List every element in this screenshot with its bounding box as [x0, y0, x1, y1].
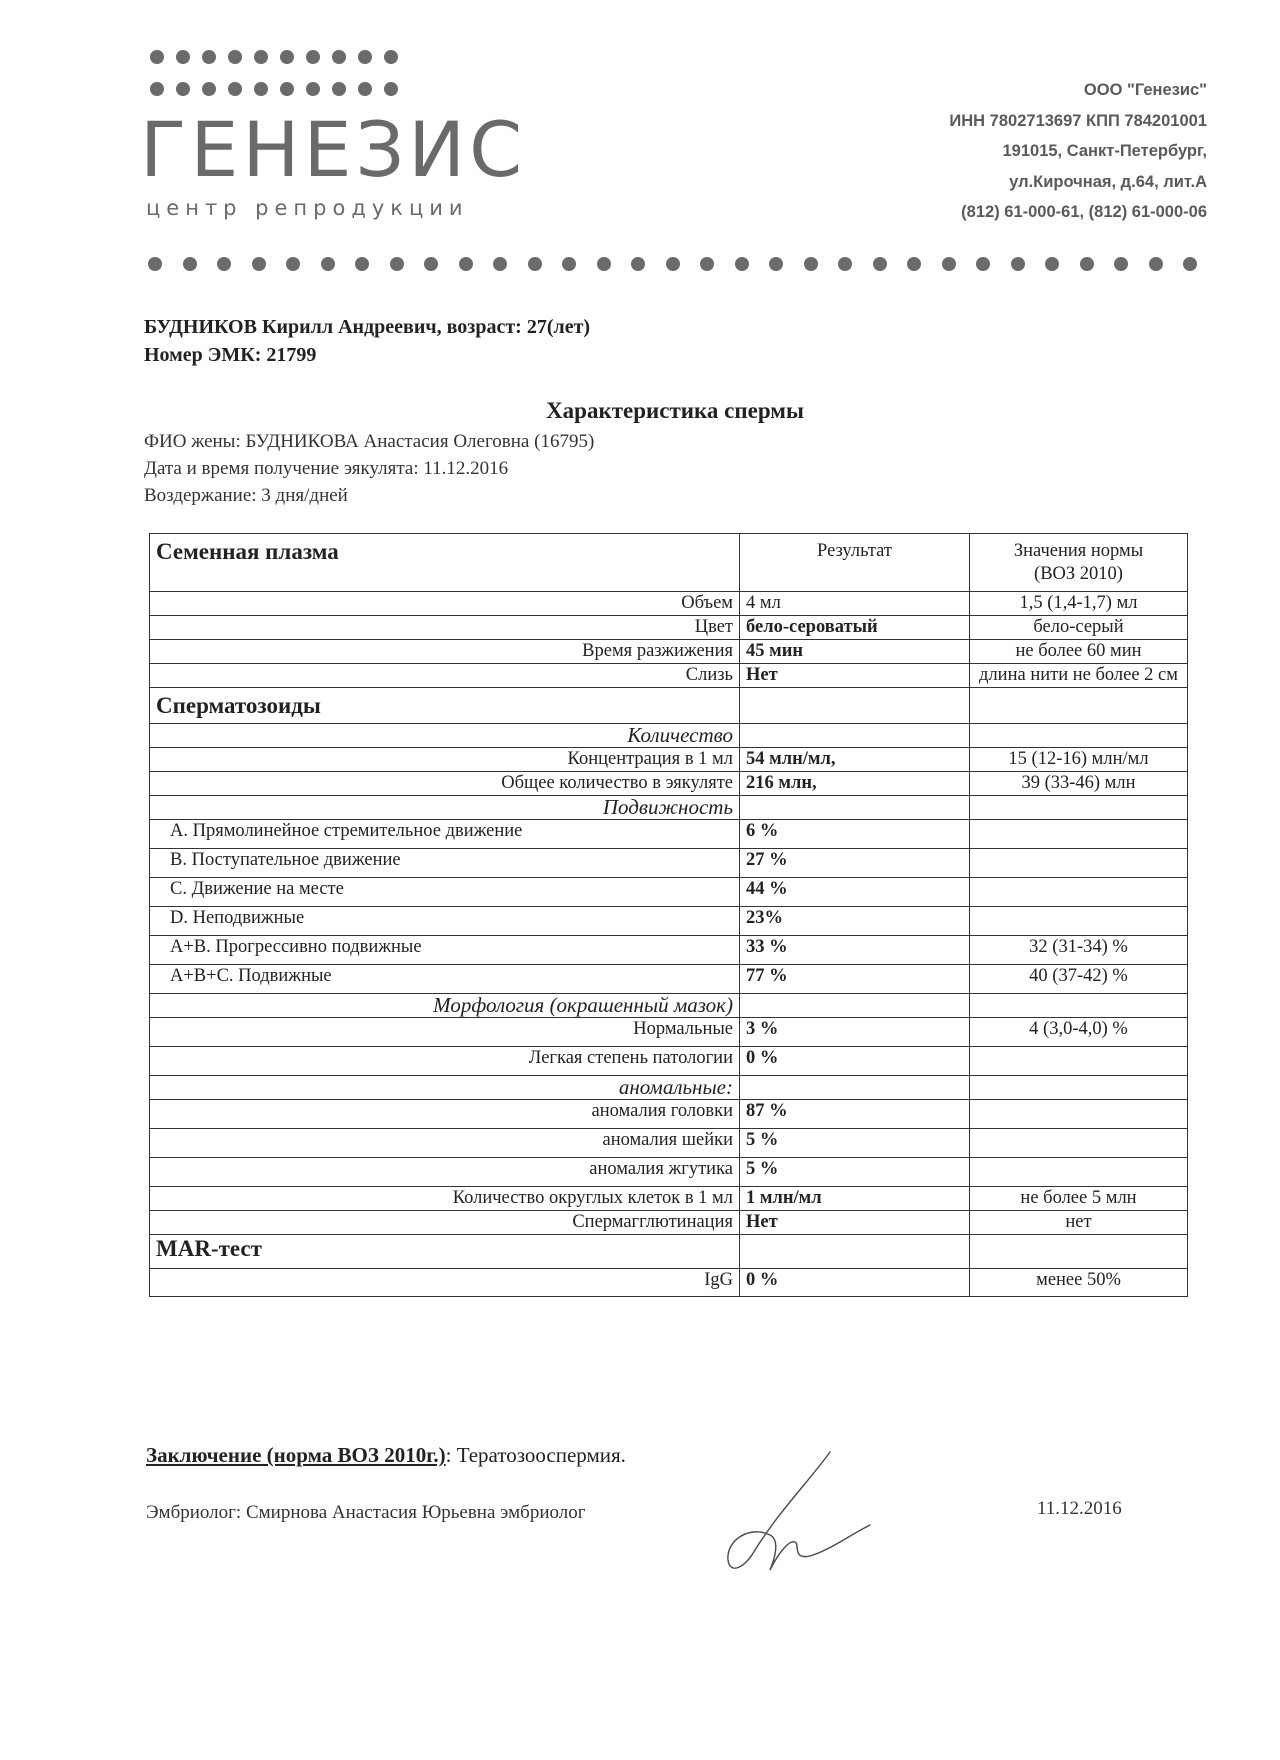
header-result: Результат — [740, 534, 970, 592]
section-title-sperm: Сперматозоиды — [150, 688, 740, 724]
morphology-heading-row — [150, 994, 1188, 1018]
table-row — [150, 820, 1188, 849]
table-row — [150, 849, 1188, 878]
row-result: 4 мл — [740, 592, 970, 616]
conclusion-label: Заключение (норма ВОЗ 2010г.) — [146, 1443, 446, 1467]
row-result: 87 % — [740, 1100, 970, 1129]
motility-heading: Подвижность — [150, 796, 740, 820]
row-norm: 32 (31-34) % — [970, 936, 1188, 965]
table-row — [150, 936, 1188, 965]
table-row — [150, 592, 1188, 616]
row-norm: менее 50% — [970, 1269, 1188, 1297]
signature-scribble — [700, 1440, 900, 1580]
page-title: Характеристика спермы — [546, 398, 804, 423]
row-label: Общее количество в эякуляте — [150, 772, 740, 796]
row-norm — [970, 1047, 1188, 1076]
logo-dots-row-1 — [150, 50, 398, 64]
row-norm: 15 (12-16) млн/мл — [970, 748, 1188, 772]
row-result: 1 млн/мл — [740, 1187, 970, 1211]
row-result: бело-сероватый — [740, 616, 970, 640]
row-result: 6 % — [740, 820, 970, 849]
row-result: 216 млн, — [740, 772, 970, 796]
mar-rows — [150, 1269, 1188, 1297]
abstinence: Воздержание: 3 дня/дней — [144, 485, 348, 506]
row-norm: не более 60 мин — [970, 640, 1188, 664]
table-row — [150, 1100, 1188, 1129]
table-row — [150, 907, 1188, 936]
row-label: IgG — [150, 1269, 740, 1297]
quantity-heading-row — [150, 724, 1188, 748]
signature-date: 11.12.2016 — [1037, 1498, 1122, 1519]
row-result: 5 % — [740, 1129, 970, 1158]
table-row — [150, 1187, 1188, 1211]
table-row — [150, 1269, 1188, 1297]
row-label: A+B. Прогрессивно подвижные — [150, 936, 740, 965]
quantity-rows — [150, 748, 1188, 796]
header-norm-line2: (ВОЗ 2010) — [1034, 564, 1123, 584]
table-row — [150, 640, 1188, 664]
row-result: 44 % — [740, 878, 970, 907]
row-label: Спермагглютинация — [150, 1211, 740, 1235]
anomalies-rows — [150, 1100, 1188, 1187]
row-norm — [970, 878, 1188, 907]
company-inn-kpp: ИНН 7802713697 КПП 784201001 — [949, 111, 1207, 130]
row-label: Концентрация в 1 мл — [150, 748, 740, 772]
sample-date: Дата и время получение эякулята: 11.12.2016 — [144, 458, 509, 479]
row-norm: 40 (37-42) % — [970, 965, 1188, 994]
row-label: Количество округлых клеток в 1 мл — [150, 1187, 740, 1211]
row-result: Нет — [740, 664, 970, 688]
row-norm: 39 (33-46) млн — [970, 772, 1188, 796]
row-result: 23% — [740, 907, 970, 936]
row-result: 3 % — [740, 1018, 970, 1047]
row-result: 77 % — [740, 965, 970, 994]
row-norm: 1,5 (1,4-1,7) мл — [970, 592, 1188, 616]
table-row — [150, 748, 1188, 772]
company-city: 191015, Санкт-Петербург, — [1002, 142, 1207, 160]
row-norm — [970, 907, 1188, 936]
row-norm: бело-серый — [970, 616, 1188, 640]
table-row — [150, 878, 1188, 907]
company-info — [707, 75, 1207, 228]
row-norm — [970, 1158, 1188, 1187]
table-row — [150, 664, 1188, 688]
section-title-mar: MAR-тест — [150, 1235, 740, 1269]
company-phones: (812) 61-000-61, (812) 61-000-06 — [961, 203, 1207, 221]
table-row — [150, 1047, 1188, 1076]
table-row — [150, 616, 1188, 640]
row-label: аномалия жгутика — [150, 1158, 740, 1187]
table-row — [150, 965, 1188, 994]
row-label: Цвет — [150, 616, 740, 640]
row-label: C. Движение на месте — [150, 878, 740, 907]
table-row — [150, 1129, 1188, 1158]
row-label: B. Поступательное движение — [150, 849, 740, 878]
row-result: 0 % — [740, 1269, 970, 1297]
row-label: аномалия головки — [150, 1100, 740, 1129]
anomalies-heading-row — [150, 1076, 1188, 1100]
other-rows — [150, 1187, 1188, 1235]
row-label: Объем — [150, 592, 740, 616]
row-result: 54 млн/мл, — [740, 748, 970, 772]
morphology-rows — [150, 1018, 1188, 1076]
patient-name-age: БУДНИКОВ Кирилл Андреевич, возраст: 27(лет) — [144, 316, 591, 338]
logo-subtitle: центр репродукции — [146, 196, 469, 220]
row-label: Легкая степень патологии — [150, 1047, 740, 1076]
conclusion-text: : Тератозооспермия. — [445, 1443, 626, 1467]
row-result: 45 мин — [740, 640, 970, 664]
logo-dots-row-2 — [150, 82, 398, 96]
header-norm — [970, 534, 1188, 592]
row-label: A+B+C. Подвижные — [150, 965, 740, 994]
quantity-heading: Количество — [150, 724, 740, 748]
row-norm: не более 5 млн — [970, 1187, 1188, 1211]
table-row — [150, 1211, 1188, 1235]
row-label: Нормальные — [150, 1018, 740, 1047]
row-result: 27 % — [740, 849, 970, 878]
header-norm-line1: Значения нормы — [1013, 541, 1144, 561]
row-label: A. Прямолинейное стремительное движение — [150, 820, 740, 849]
row-label: аномалия шейки — [150, 1129, 740, 1158]
table-row — [150, 1018, 1188, 1047]
row-norm — [970, 1129, 1188, 1158]
company-street: ул.Кирочная, д.64, лит.А — [1009, 172, 1207, 191]
row-norm — [970, 1100, 1188, 1129]
embryologist: Эмбриолог: Смирнова Анастасия Юрьевна эмбриолог — [146, 1502, 586, 1523]
row-result: Нет — [740, 1211, 970, 1235]
results-table — [149, 533, 1188, 1297]
conclusion — [146, 1443, 626, 1468]
mar-section-row — [150, 1235, 1188, 1269]
table-header — [150, 534, 1188, 592]
company-name: ООО "Генезис" — [1083, 81, 1207, 99]
morphology-heading: Морфология (окрашенный мазок) — [150, 994, 740, 1018]
row-result: 5 % — [740, 1158, 970, 1187]
row-norm — [970, 820, 1188, 849]
row-label: D. Неподвижные — [150, 907, 740, 936]
row-norm: длина нити не более 2 см — [970, 664, 1188, 688]
logo-name: ГЕНЕЗИС — [140, 105, 527, 194]
row-norm — [970, 849, 1188, 878]
patient-emk-number: Номер ЭМК: 21799 — [144, 344, 317, 366]
row-result: 33 % — [740, 936, 970, 965]
table-row — [150, 772, 1188, 796]
anomalies-heading: аномальные: — [150, 1076, 740, 1100]
row-label: Время разжижения — [150, 640, 740, 664]
row-norm: нет — [970, 1211, 1188, 1235]
row-label: Слизь — [150, 664, 740, 688]
divider-dots — [148, 257, 1197, 271]
table-row — [150, 1158, 1188, 1187]
wife-name: ФИО жены: БУДНИКОВА Анастасия Олеговна (16795) — [144, 431, 595, 452]
plasma-rows — [150, 592, 1188, 688]
sperm-section-row — [150, 688, 1188, 724]
motility-heading-row — [150, 796, 1188, 820]
motility-rows — [150, 820, 1188, 994]
row-norm: 4 (3,0-4,0) % — [970, 1018, 1188, 1047]
section-title-plasma: Семенная плазма — [150, 534, 740, 592]
row-result: 0 % — [740, 1047, 970, 1076]
